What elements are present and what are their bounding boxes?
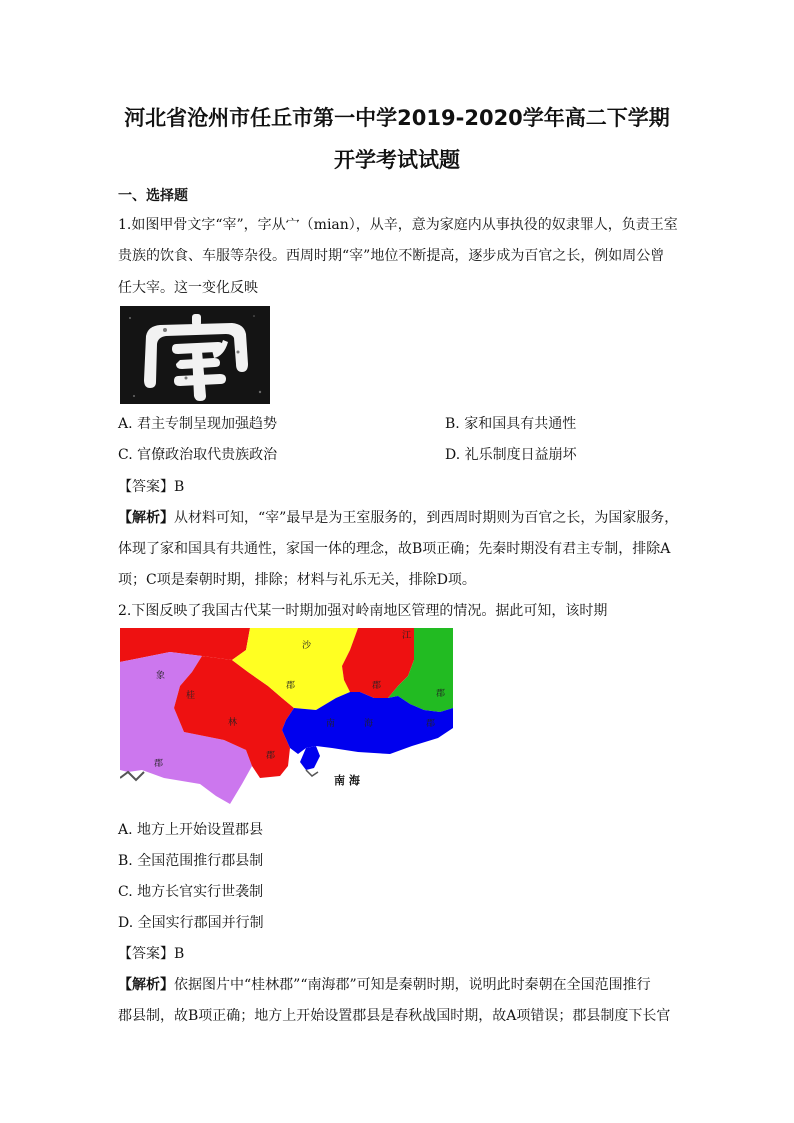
map-label-xiang: 象 — [156, 671, 166, 681]
q1-option-a: A. 君主专制呈现加强趋势 — [118, 416, 278, 432]
q1-stem-line-1: 1.如图甲骨文字“宰”，字从宀（mian），从辛，意为家庭内从事执役的奴隶罪人，负责王室 — [118, 217, 678, 233]
map-label-hai: 海 — [364, 719, 374, 729]
q1-option-d: D. 礼乐制度日益崩坏 — [445, 447, 577, 463]
map-label-sha: 沙 — [302, 641, 312, 651]
map-label-jiang: 江 — [402, 631, 412, 641]
map-label-lin: 林 — [228, 718, 238, 728]
q1-analysis-line-3: 项；C项是秦朝时期，排除；材料与礼乐无关，排除D项。 — [118, 572, 476, 588]
q2-analysis-label: 【解析】 — [118, 977, 174, 993]
q1-stem-line-2: 贵族的饮食、车服等杂役。西周时期“宰”地位不断提高，逐步成为百官之长，例如周公曾 — [118, 248, 665, 264]
q2-analysis-text-1: 依据图片中“桂林郡”“南海郡”可知是秦朝时期，说明此时秦朝在全国范围推行 — [174, 977, 651, 993]
q2-option-b: B. 全国范围推行郡县制 — [118, 853, 264, 869]
q2-option-d: D. 全国实行郡国并行制 — [118, 915, 264, 931]
q1-option-c: C. 官僚政治取代贵族政治 — [118, 447, 278, 463]
q2-stem: 2.下图反映了我国古代某一时期加强对岭南地区管理的情况。据此可知，该时期 — [118, 603, 608, 619]
q1-option-b: B. 家和国具有共通性 — [445, 416, 577, 432]
map-label-green-jun: 郡 — [436, 689, 446, 699]
map-label-gui-jun: 郡 — [266, 751, 276, 761]
section-heading: 一、选择题 — [118, 188, 188, 204]
q2-option-a: A. 地方上开始设置郡县 — [118, 822, 264, 838]
q2-answer: 【答案】B — [118, 946, 185, 962]
map-label-nanhai-jun: 郡 — [426, 719, 436, 729]
map-label-right-jun: 郡 — [372, 681, 382, 691]
oracle-bone-glyph-image — [120, 306, 270, 404]
q1-analysis-line-2: 体现了家和国具有共通性，家国一体的理念，故B项正确；先秦时期没有君主专制，排除A — [118, 541, 671, 557]
q1-stem-line-3: 任大宰。这一变化反映 — [118, 280, 258, 296]
document-title-line-1: 河北省沧州市任丘市第一中学2019-2020学年高二下学期 — [124, 106, 670, 130]
map-label-south-sea: 南 海 — [334, 774, 360, 787]
map-label-gui: 桂 — [186, 691, 196, 701]
document-title-line-2: 开学考试试题 — [334, 148, 460, 172]
q2-analysis-line-2: 郡县制，故B项正确；地方上开始设置郡县是春秋战国时期，故A项错误；郡县制度下长官 — [118, 1008, 671, 1024]
map-label-sha-jun: 郡 — [286, 681, 296, 691]
q1-analysis-label: 【解析】 — [118, 510, 174, 526]
q1-analysis-text-1: 从材料可知，“宰”最早是为王室服务的，到西周时期则为百官之长，为国家服务， — [174, 510, 679, 526]
q1-answer: 【答案】B — [118, 479, 185, 495]
qin-lingnan-map-image — [120, 628, 453, 810]
map-label-nan: 南 — [326, 719, 336, 729]
zai-glyph-drawing — [120, 306, 270, 404]
q2-option-c: C. 地方长官实行世袭制 — [118, 884, 264, 900]
q1-analysis-line-1 — [118, 508, 693, 528]
q2-analysis-line-1 — [118, 975, 693, 995]
map-drawing — [120, 628, 453, 810]
map-label-xiang-jun: 郡 — [154, 759, 164, 769]
